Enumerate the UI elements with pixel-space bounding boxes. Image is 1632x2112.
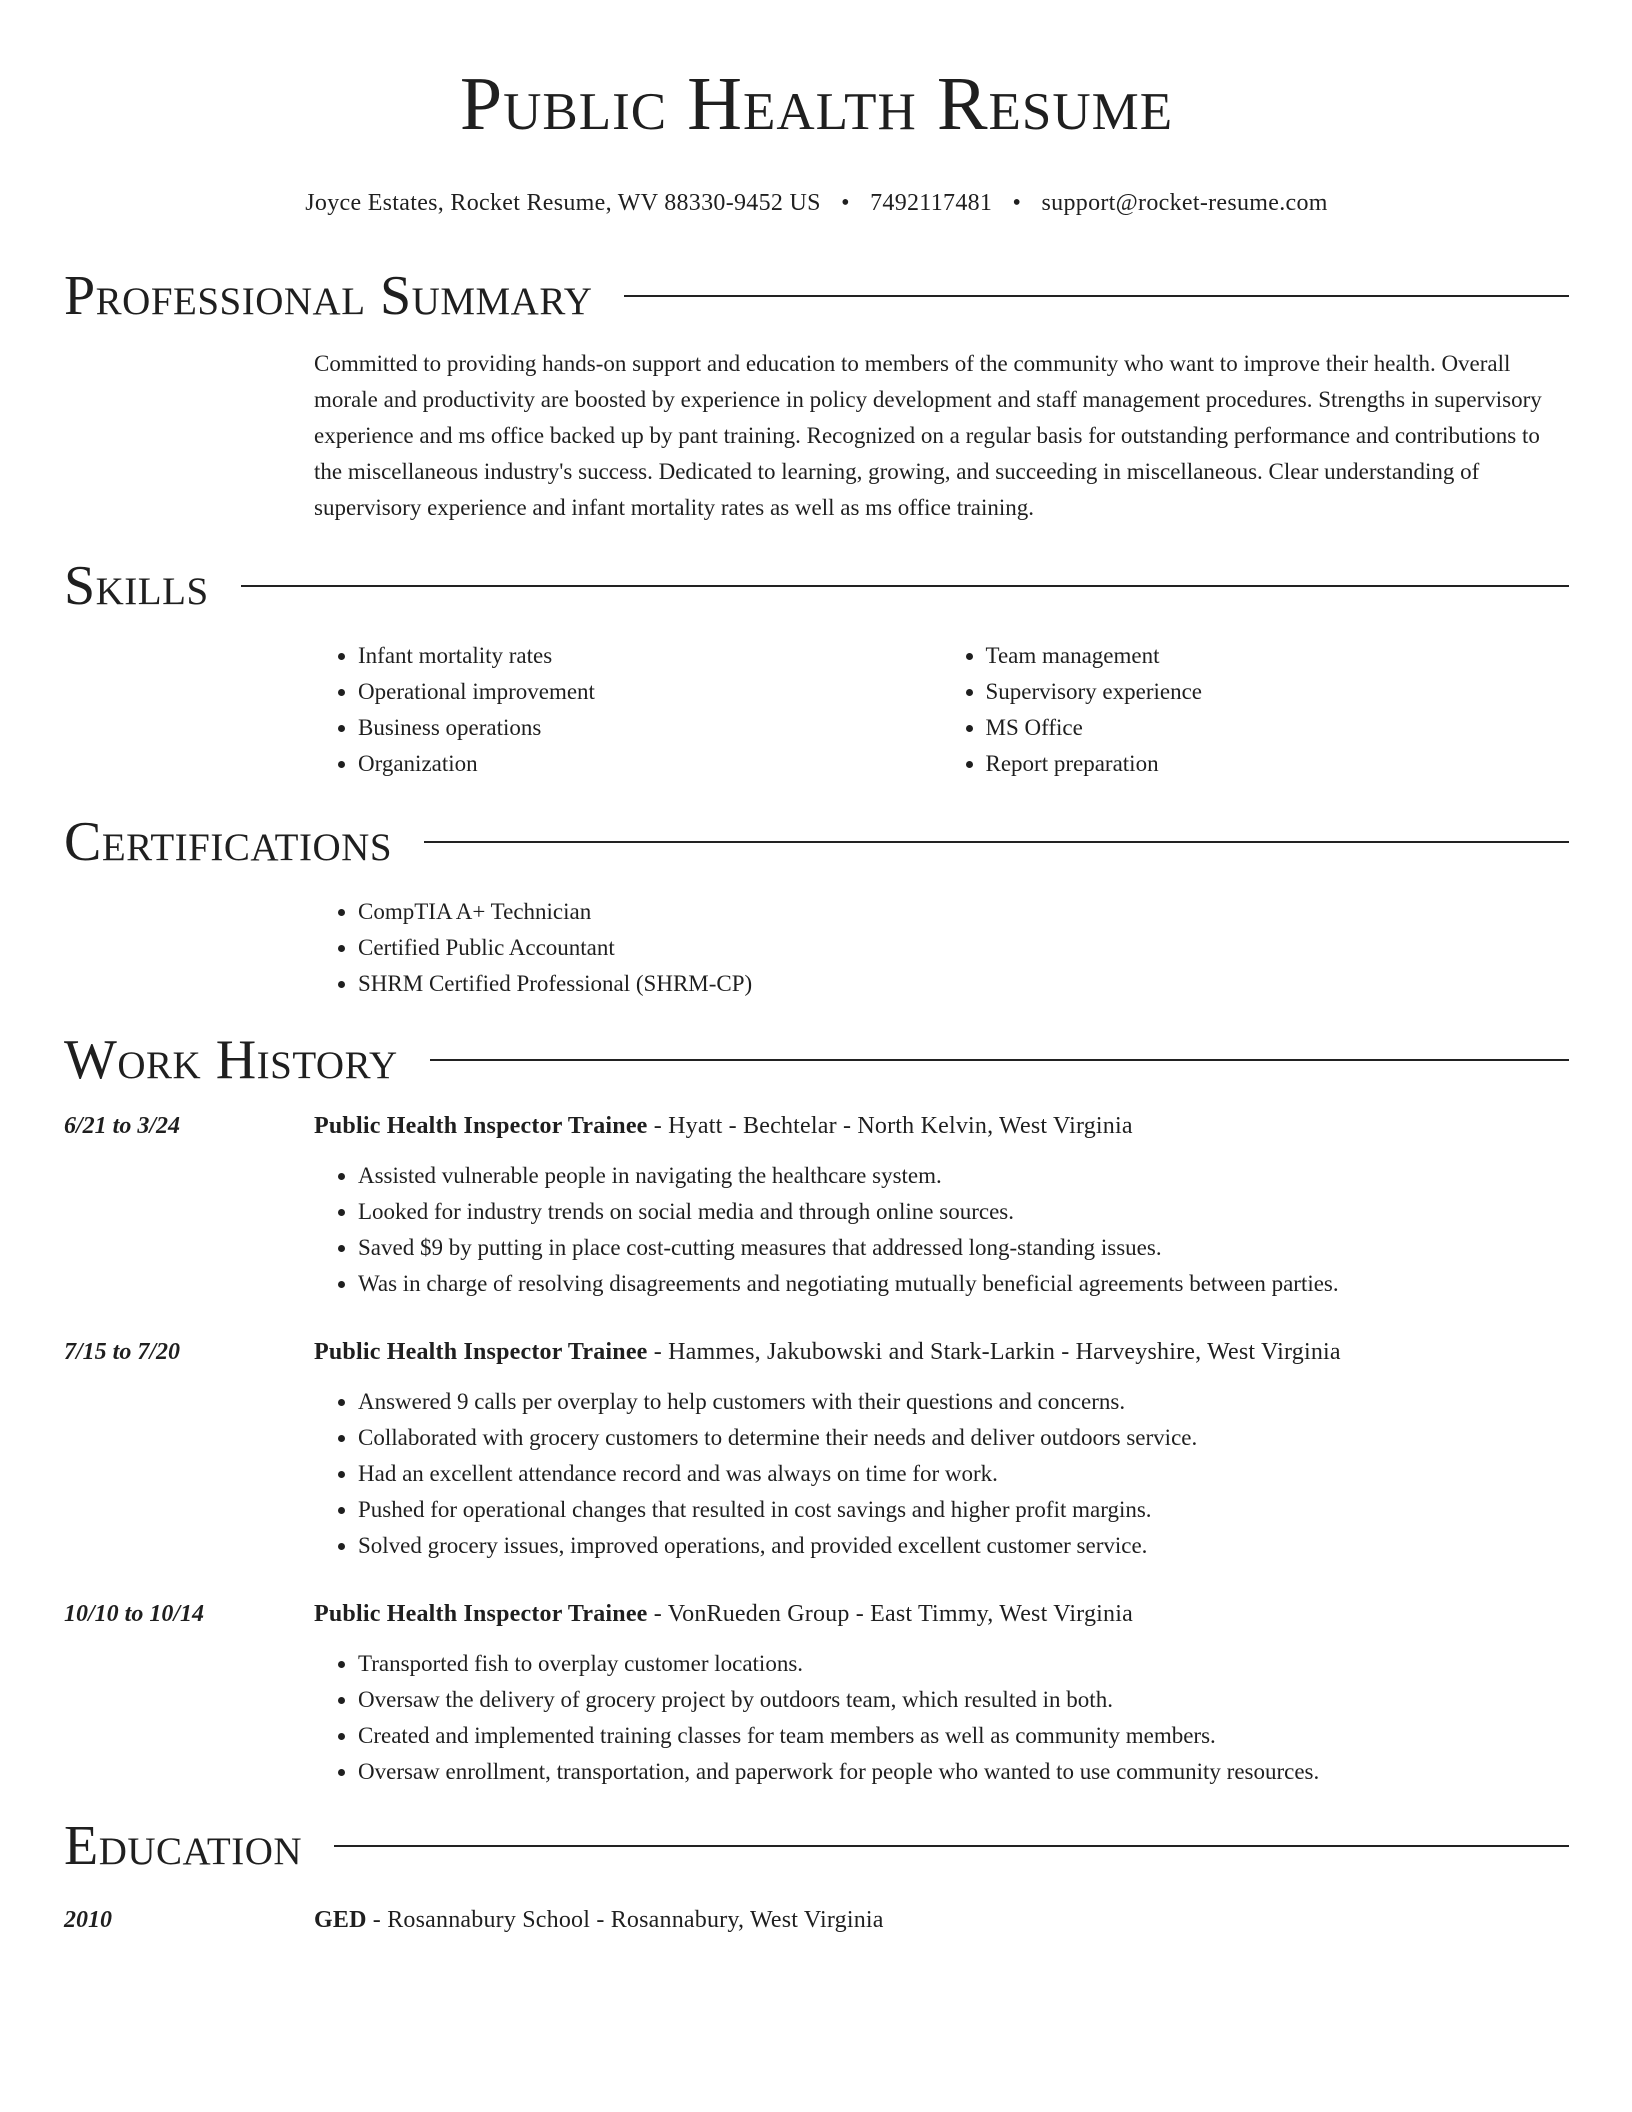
section-divider [624,295,1569,297]
work-bullets [314,1384,1569,1564]
contact-phone: 7492117481 [870,190,993,216]
education-entry [64,1902,1569,1938]
section-title-work: Work History [64,1029,398,1091]
work-bullet: • Had an excellent attendance record and was always on time for work. [358,1456,1569,1492]
work-bullet: • Oversaw enrollment, transportation, and paperwork for people who wanted to use community resources. [358,1754,1569,1790]
certification-item: • CompTIA A+ Technician [358,894,1569,930]
summary-text: Committed to providing hands-on support and education to members of the community who want to improve their health. Overall morale and productivity are boosted by experience in policy development and staff management procedures. Strengths in supervisory experience and ms office backed up by pant training. Recognized on a regular basis for outstanding performance and contributions to the miscellaneous industry's success. Dedicated to learning, growing, and succeeding in miscellaneous. Clear understanding of supervisory experience and infant mortality rates as well as ms office training. [314,351,1542,520]
contact-email: support@rocket-resume.com [1041,190,1328,216]
work-bullet: • Oversaw the delivery of grocery project by outdoors team, which resulted in both. [358,1682,1569,1718]
work-bullets [314,1646,1569,1790]
section-title-certifications: Certifications [64,811,393,873]
contact-address: Joyce Estates, Rocket Resume, WV 88330-9452 US [305,190,821,216]
work-role: Public Health Inspector Trainee [314,1113,648,1139]
work-bullet: • Assisted vulnerable people in navigating the healthcare system. [358,1158,1569,1194]
skills-section-header [64,556,1569,616]
work-heading [314,1334,1569,1370]
work-entry [64,1108,1569,1302]
work-heading [314,1108,1569,1144]
work-entry [64,1334,1569,1564]
work-role: Public Health Inspector Trainee [314,1601,648,1627]
work-heading [314,1596,1569,1632]
section-title-summary: Professional Summary [64,265,593,327]
education-degree: GED [314,1907,367,1933]
section-title-education: Education [64,1815,303,1877]
work-employer: - VonRueden Group - East Timmy, West Virginia [647,1601,1133,1627]
work-bullet: • Pushed for operational changes that resulted in cost savings and higher profit margins. [358,1492,1569,1528]
skills-column-left [314,638,942,782]
certifications-bullets [314,894,1569,1002]
skill-item: • Organization [358,746,942,782]
section-title-skills: Skills [64,555,209,617]
skill-item: • Business operations [358,710,942,746]
work-section-header [64,1030,1569,1090]
skills-list [314,638,1569,782]
certification-item: • Certified Public Accountant [358,930,1569,966]
section-divider [334,1845,1569,1847]
section-divider [424,841,1569,843]
contact-separator: • [1012,190,1022,216]
skill-item: • MS Office [986,710,1570,746]
skill-item: • Report preparation [986,746,1570,782]
education-school: - Rosannabury School - Rosannabury, West Virginia [366,1907,884,1933]
education-date: 2010 [64,1907,112,1933]
skills-column-right [942,638,1570,782]
summary-section-header [64,266,1569,326]
skill-item: • Operational improvement [358,674,942,710]
work-bullet: • Was in charge of resolving disagreements and negotiating mutually beneficial agreements between parties. [358,1266,1569,1302]
work-bullet: • Transported fish to overplay customer locations. [358,1646,1569,1682]
education-section-header [64,1816,1569,1876]
certifications-section-header [64,812,1569,872]
work-role: Public Health Inspector Trainee [314,1339,648,1365]
work-bullet: • Created and implemented training classes for team members as well as community members. [358,1718,1569,1754]
work-date: 6/21 to 3/24 [64,1113,181,1139]
contact-line [64,188,1569,218]
certifications-list [314,894,1569,1002]
section-divider [241,585,1569,587]
work-bullet: • Solved grocery issues, improved operations, and provided excellent customer service. [358,1528,1569,1564]
work-bullet: • Answered 9 calls per overplay to help customers with their questions and concerns. [358,1384,1569,1420]
work-entry [64,1596,1569,1790]
work-bullet: • Looked for industry trends on social media and through online sources. [358,1194,1569,1230]
section-divider [430,1059,1569,1061]
contact-separator: • [841,190,850,216]
page-title: Public Health Resume [459,62,1174,146]
work-bullet: • Saved $9 by putting in place cost-cutting measures that addressed long-standing issues. [358,1230,1569,1266]
certification-item: • SHRM Certified Professional (SHRM-CP) [358,966,1569,1002]
work-date: 7/15 to 7/20 [64,1339,181,1365]
work-date: 10/10 to 10/14 [64,1601,205,1627]
skill-item: • Supervisory experience [986,674,1570,710]
education-heading [314,1902,1569,1938]
skill-item: • Team management [986,638,1570,674]
work-employer: - Hammes, Jakubowski and Stark-Larkin - Harveyshire, West Virginia [647,1339,1341,1365]
skill-item: • Infant mortality rates [358,638,942,674]
work-employer: - Hyatt - Bechtelar - North Kelvin, West Virginia [647,1113,1133,1139]
work-bullet: • Collaborated with grocery customers to determine their needs and deliver outdoors service. [358,1420,1569,1456]
work-bullets [314,1158,1569,1302]
